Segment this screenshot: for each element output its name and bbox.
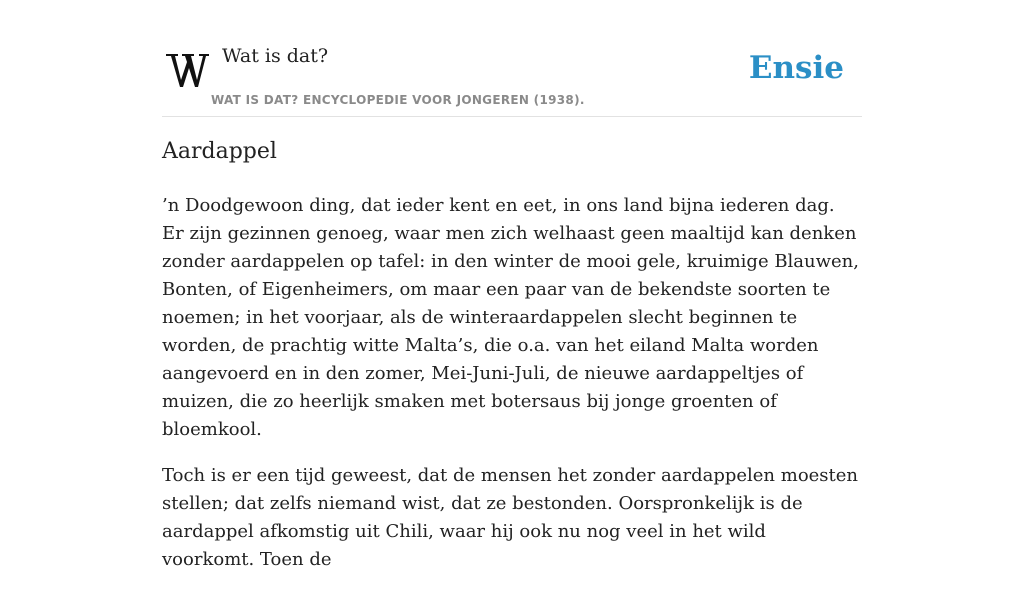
entry-title: Aardappel: [162, 139, 277, 164]
source-title[interactable]: Wat is dat?: [222, 45, 329, 67]
article-paragraph: Toch is er een tijd geweest, dat de mensen het zonder aardappelen moesten stellen; dat zelfs niemand wist, dat ze bestonden. Oorspronkelijk is de aardappel afkomstig uit Chili, waar hij ook nu nog veel in het wild voorkomt. Toen de: [162, 465, 859, 570]
source-header: [162, 0, 862, 117]
wikisource-w-icon: [164, 50, 210, 90]
article-paragraph: ’n Doodgewoon ding, dat ieder kent en eet, in ons land bijna iederen dag. Er zijn gezinnen genoeg, waar men zich welhaast geen maaltijd kan denken zonder aardappelen op tafel: in den winter de mooi gele, kruimige Blauwen, Bonten, of Eigenheimers, om maar een paar van de bekendste soorten te noemen; in het voorjaar, als de winteraardappelen slecht beginnen te worden, de prachtig witte Malta’s, die o.a. van het eiland Malta worden aangevoerd en in den zomer, Mei-Juni-Juli, de nieuwe aardappeltjes of muizen, die zo heerlijk smaken met botersaus bij jonge groenten of bloemkool.: [162, 195, 859, 440]
source-subtitle: WAT IS DAT? ENCYCLOPEDIE VOOR JONGEREN (1938).: [211, 93, 585, 107]
brand-logo-link[interactable]: Ensie: [748, 50, 844, 86]
article-body: [162, 192, 862, 592]
